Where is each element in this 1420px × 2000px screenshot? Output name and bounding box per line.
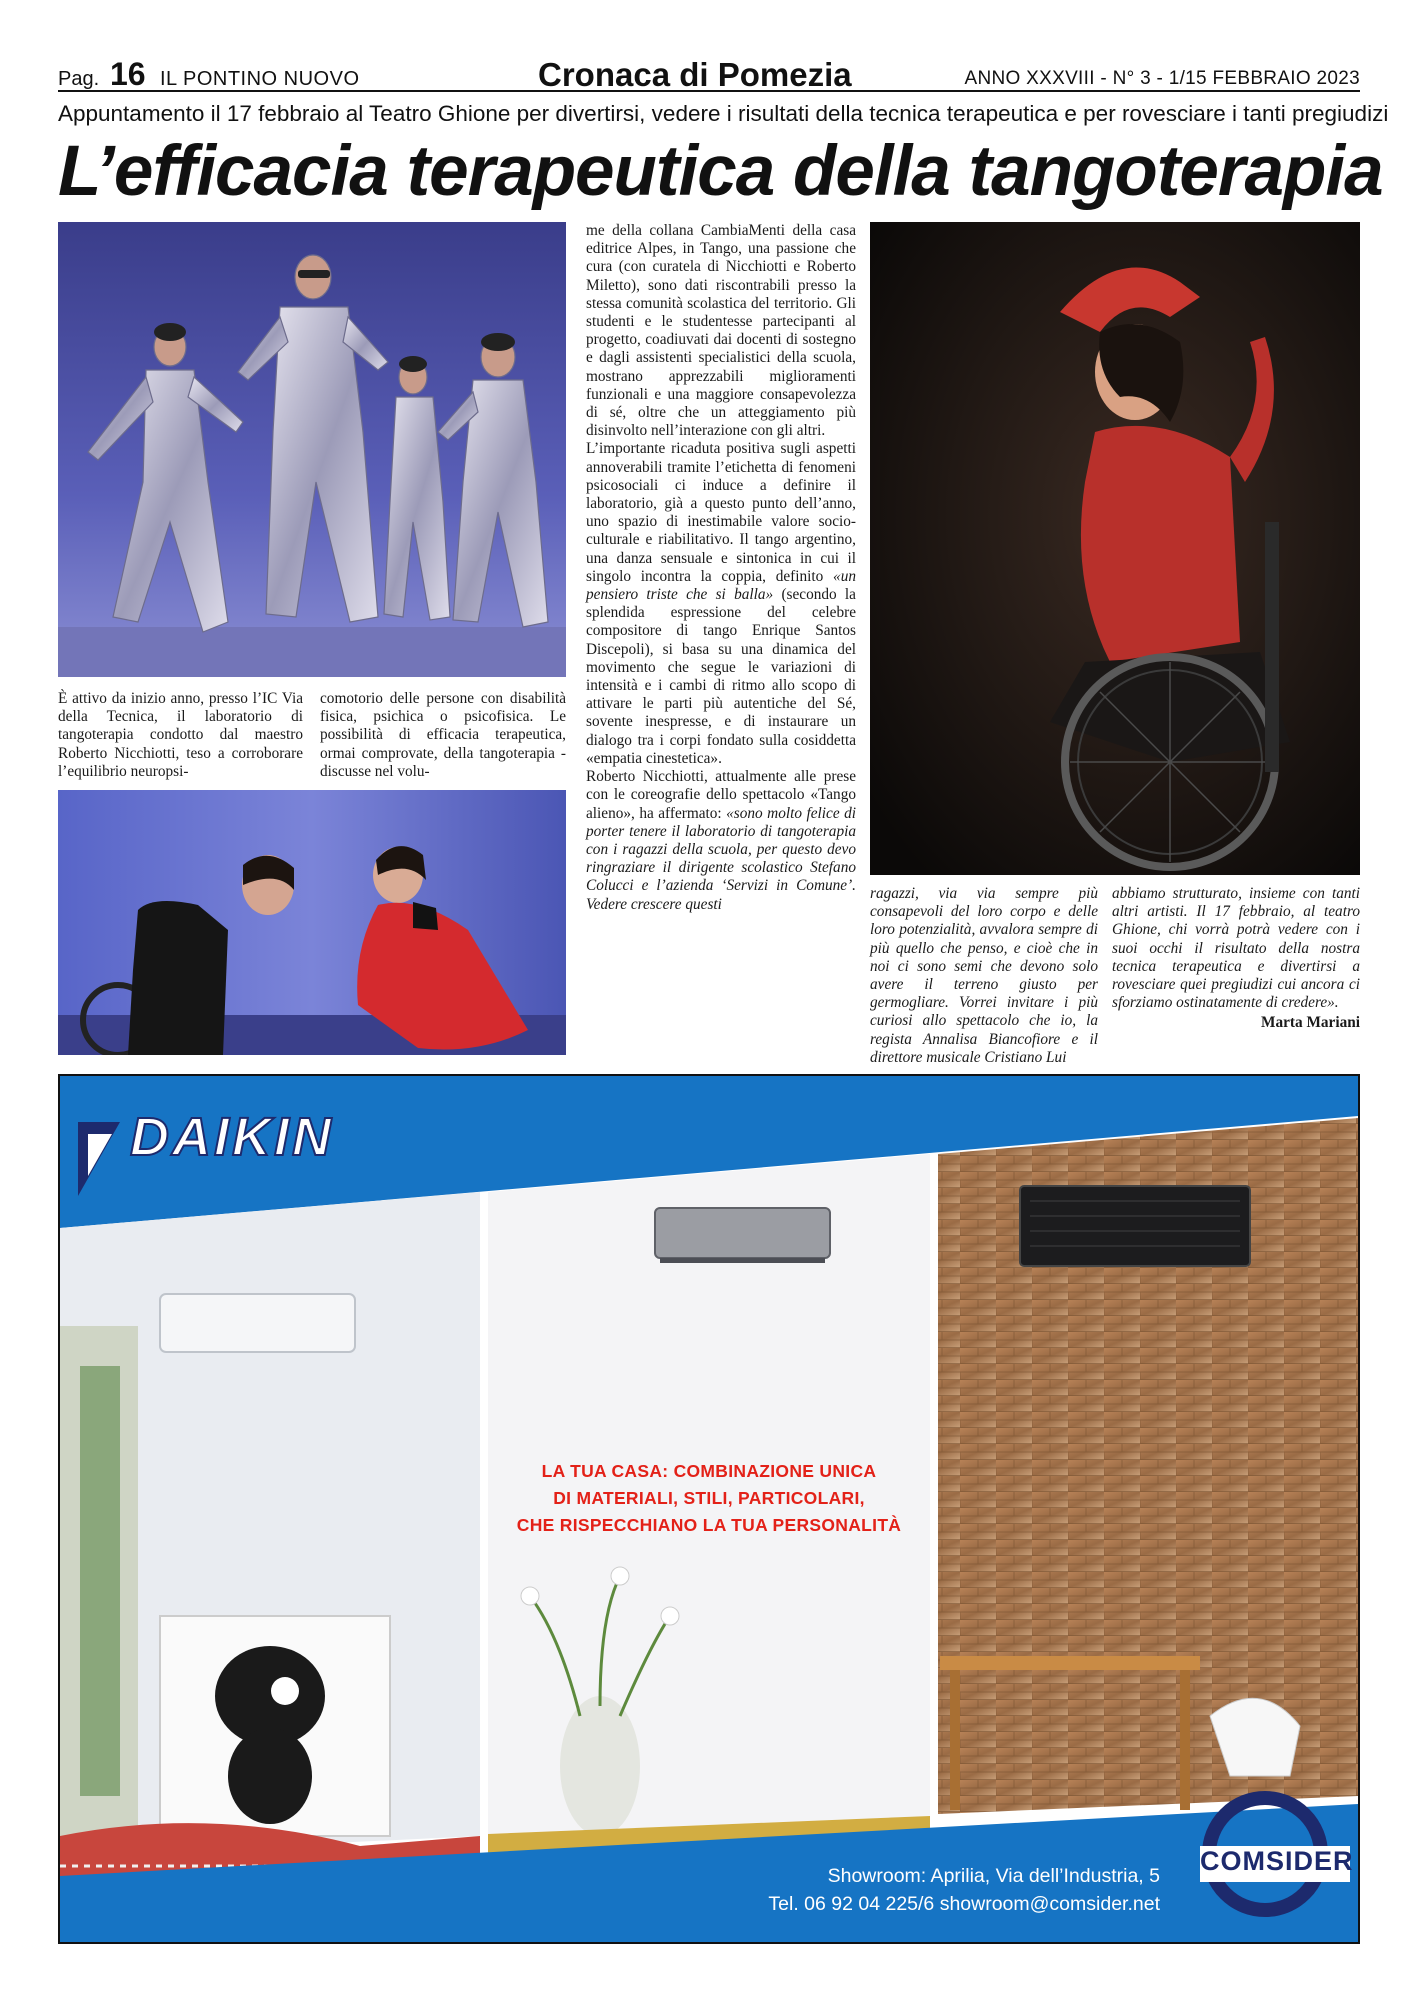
paragraph-text: Roberto Nicchiotti, attualmente alle prese con le coreografie dello spettacolo «Tango alieno», ha affermato: [586, 768, 856, 822]
article-column-3 [586, 222, 856, 914]
article-paragraph [586, 768, 856, 914]
quote-end: abbiamo strutturato, insieme con tanti altri artisti. Il 17 febbraio, al teatro Ghione, chi vorrà potrà vedere con i suoi occhi il risultato della nostra tecnica terapeutica e divertirsi a rovesciare quei pregiudizi cui ancora ci sforziamo ostinatamente di credere». [1112, 885, 1360, 1012]
article-paragraph: me della collana CambiaMenti della casa editrice Alpes, in Tango, una passione che cura (con curatela di Nicchiotti e Roberto Miletto), sono dati riscontrabili presso la stessa comunità scolastica del territorio. Gli studenti e le studentesse partecipanti al progetto, coadiuvati dai docenti di sostegno e dagli assistenti specialistici della scuola, mostrano apprezzabili miglioramenti funzionali e una maggiore consapevolezza di sé, oltre che un atteggiamento più disinvolto nell’interazione con gli altri. [586, 222, 856, 440]
article-kicker: Appuntamento il 17 febbraio al Teatro Ghione per divertirsi, vedere i risultati della tecnica terapeutica e per rovesciare i tanti pregiudizi [58, 101, 1389, 126]
page-header [58, 58, 1360, 92]
tango-quote: «un pensiero triste che si balla» [586, 567, 856, 604]
article-paragraph [586, 440, 856, 768]
showroom-info [620, 1862, 1160, 1918]
article-headline: L’efficacia terapeutica della tangoterapia [58, 132, 1383, 211]
page-number: 16 [110, 56, 146, 92]
article-column-4 [870, 885, 1098, 1067]
page-label: Pag. [58, 68, 100, 90]
issue-info: ANNO XXXVIII - N° 3 - 1/15 FEBBRAIO 2023 [964, 68, 1360, 89]
article-column-5 [1112, 885, 1360, 1033]
daikin-advertisement [58, 1074, 1360, 1944]
paragraph-text: L’importante ricaduta positiva sugli aspetti annoverabili tramite l’etichetta di fenomeni psicosociali ci induce a definire il laboratorio, già a questo punto dell’anno, uno spazio di inestimabile valore socio-culturale e riabilitativo. Il tango argentino, una danza sensuale e sintonica in cui il singolo incontra la coppia, definito [586, 440, 856, 585]
photo-wheelchair-dancer [870, 222, 1360, 875]
article-column-2 [320, 690, 566, 781]
photo-silver-dancers [58, 222, 566, 677]
showroom-contact: Tel. 06 92 04 225/6 showroom@comsider.net [768, 1893, 1160, 1915]
author-byline: Marta Mariani [1261, 1014, 1360, 1032]
article-column-1 [58, 690, 303, 781]
article-paragraph [870, 885, 1098, 1067]
showroom-address: Showroom: Aprilia, Via dell’Industria, 5 [827, 1865, 1160, 1887]
ad-slogan [488, 1458, 930, 1539]
article-paragraph: comotorio delle persone con disabilità fisica, psichica o psicofisica. Le possibilità di efficacia terapeutica, ormai comprovate, della tangoterapia - discusse nel volu- [320, 690, 566, 780]
slogan-line: LA TUA CASA: COMBINAZIONE UNICA [541, 1461, 877, 1481]
comsider-logo: COMSIDER [1200, 1846, 1354, 1876]
slogan-line: DI MATERIALI, STILI, PARTICOLARI, [553, 1488, 865, 1508]
nicchiotti-quote: «sono molto felice di porter tenere il laboratorio di tangoterapia con i ragazzi della scuola, per questo devo ringraziare il dirigente scolastico Stefano Colucci e l’azienda ‘Servizi in Comune’. Vedere crescere questi [586, 804, 856, 913]
newspaper-name: IL PONTINO NUOVO [160, 68, 360, 90]
daikin-logo: DAIKIN [130, 1107, 334, 1167]
quote-continuation: ragazzi, via via sempre più consapevoli del loro corpo e delle loro potenzialità, avvalora sempre di più quello che penso, e cioè che in noi ci sono semi che devono solo avere il terreno giusto per germogliare. Vorrei invitare i più curiosi allo spettacolo che io, la regista Annalisa Biancofiore e il direttore musicale Cristiano Lui [870, 885, 1098, 1066]
photo-two-dancers [58, 790, 566, 1055]
slogan-line: CHE RISPECCHIANO LA TUA PERSONALITÀ [516, 1515, 902, 1535]
section-title: Cronaca di Pomezia [538, 56, 852, 93]
article-paragraph [1112, 885, 1360, 1012]
paragraph-text: (secondo la splendida espressione del celebre compositore di tango Enrique Santos Discepoli), si basa su una dinamica del movimento che segue le variazioni di intensità e i cambi di ritmo allo scopo di attivare le parti più autentiche del Sé, sovente inespresse, e di instaurare un dialogo tra i corpi fondato sulla cosiddetta «empatia cinestetica». [586, 586, 856, 767]
article-paragraph: È attivo da inizio anno, presso l’IC Via della Tecnica, il laboratorio di tangoterapia condotto dal maestro Roberto Nicchiotti, teso a corroborare l’equilibrio neuropsi- [58, 690, 303, 780]
